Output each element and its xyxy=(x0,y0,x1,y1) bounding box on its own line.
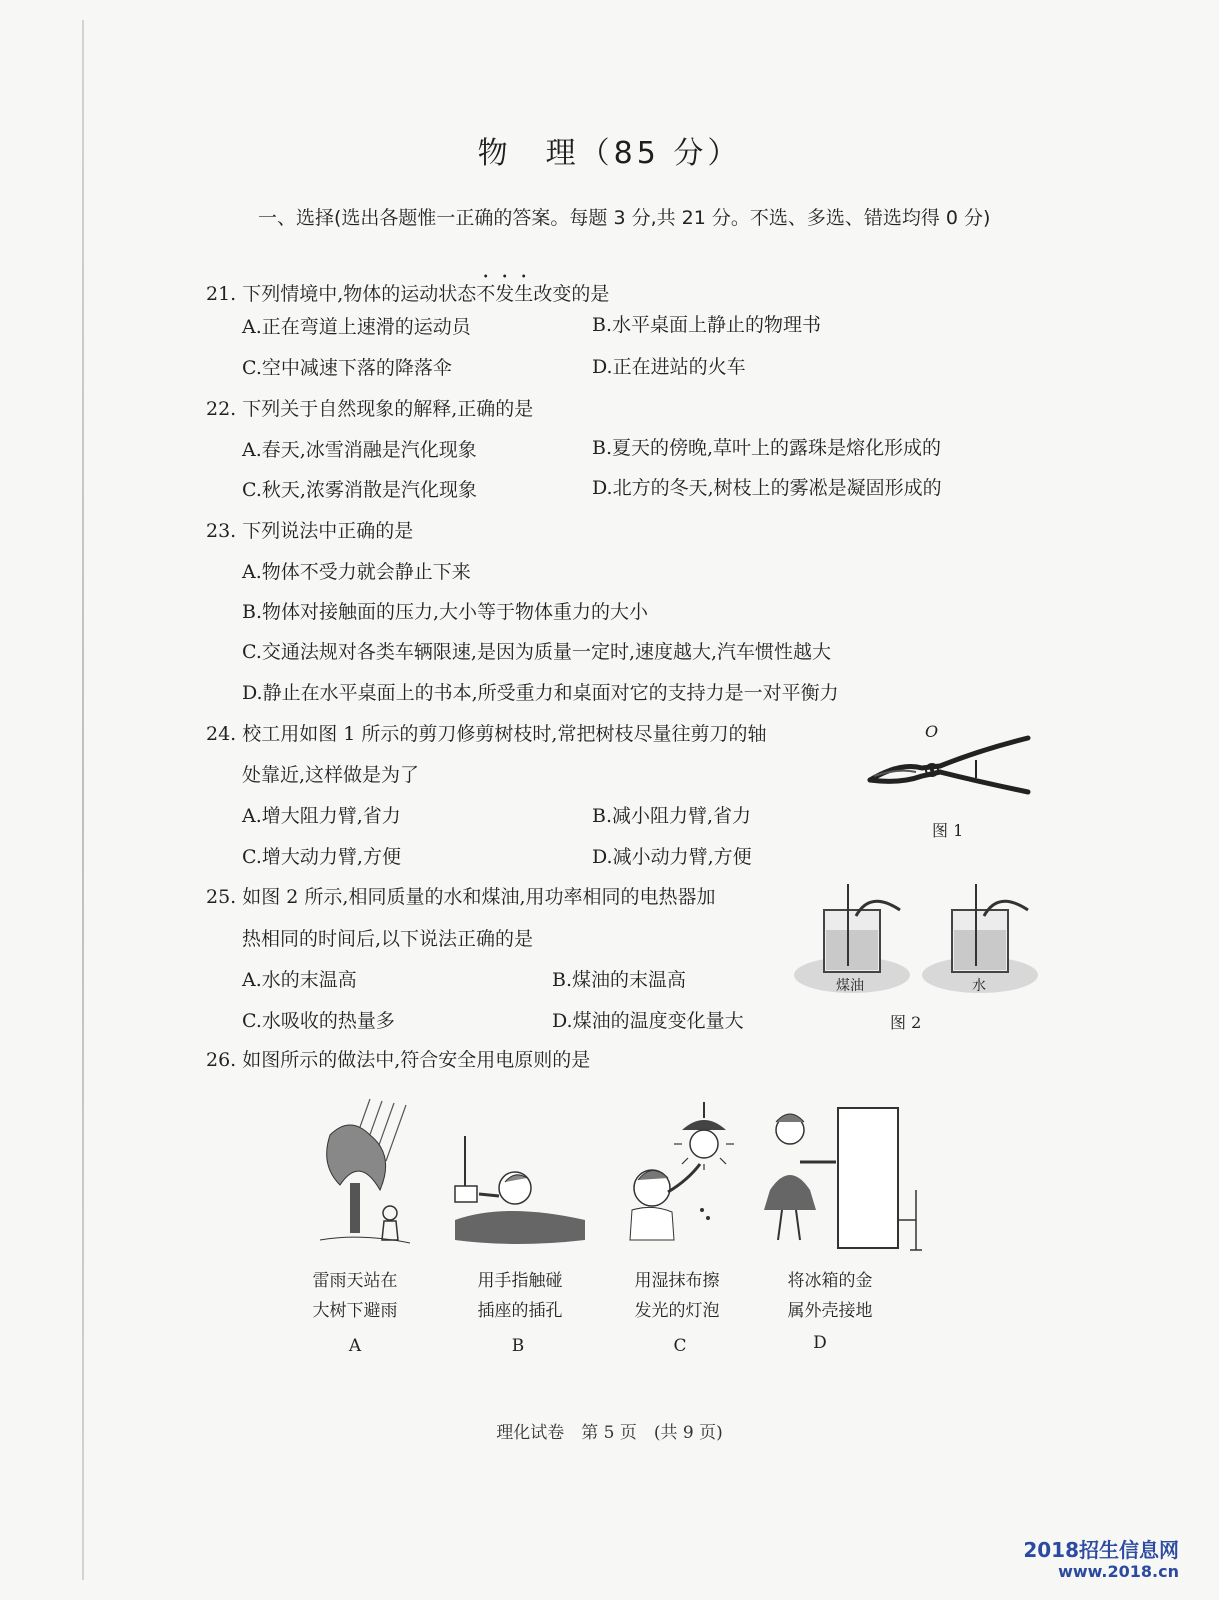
q23-option-b: B.物体对接触面的压力,大小等于物体重力的大小 xyxy=(242,601,649,623)
q25-option-b: B.煤油的末温高 xyxy=(552,969,687,991)
panel-c-caption-line2: 发光的灯泡 xyxy=(634,1301,720,1321)
question-21-stem xyxy=(206,272,609,306)
figure-2-label-kerosene: 煤油 xyxy=(836,978,864,994)
question-22-stem: 22. 下列关于自然现象的解释,正确的是 xyxy=(206,398,534,420)
question-26-stem: 26. 如图所示的做法中,符合安全用电原则的是 xyxy=(206,1049,591,1071)
figure-2-label-water: 水 xyxy=(972,978,986,994)
q21-stem-pre: 21. 下列情境中,物体的运动状态 xyxy=(206,283,477,305)
q24-option-c: C.增大动力臂,方便 xyxy=(242,846,401,868)
figure-2-beakers xyxy=(790,870,1040,1000)
panel-a-letter: A xyxy=(348,1336,362,1356)
watermark-site-name: 2018招生信息网 xyxy=(1023,1538,1179,1562)
figure-2-caption: 图 2 xyxy=(890,1013,922,1032)
q24-option-b: B.减小阻力臂,省力 xyxy=(592,805,752,827)
q21-option-c: C.空中减速下落的降落伞 xyxy=(242,357,452,379)
figure-1-shears xyxy=(860,720,1040,820)
panel-b-illustration xyxy=(445,1130,595,1250)
q22-option-b: B.夏天的傍晚,草叶上的露珠是熔化形成的 xyxy=(592,437,942,459)
question-25-stem-line1: 25. 如图 2 所示,相同质量的水和煤油,用功率相同的电热器加 xyxy=(206,886,716,908)
panel-a-caption xyxy=(280,1266,430,1326)
panel-a-caption-line2: 大树下避雨 xyxy=(312,1301,398,1321)
q21-option-a: A.正在弯道上速滑的运动员 xyxy=(242,316,471,338)
q22-option-a: A.春天,冰雪消融是汽化现象 xyxy=(242,439,477,461)
q25-option-a: A.水的末温高 xyxy=(242,969,357,991)
q21-stem-post: 改变的是 xyxy=(533,283,610,305)
panel-a-caption-line1: 雷雨天站在 xyxy=(312,1271,398,1291)
panel-c-caption-line1: 用湿抹布擦 xyxy=(634,1271,720,1291)
panel-c-letter: C xyxy=(673,1336,687,1356)
panel-b-caption xyxy=(445,1266,595,1326)
q23-option-a: A.物体不受力就会静止下来 xyxy=(242,561,471,583)
figure-1-caption: 图 1 xyxy=(932,821,964,840)
panel-d-letter: D xyxy=(813,1333,827,1353)
q25-option-c: C.水吸收的热量多 xyxy=(242,1010,395,1032)
panel-b-caption-line2: 插座的插孔 xyxy=(477,1301,563,1321)
panel-d-caption xyxy=(755,1266,905,1326)
question-23-stem: 23. 下列说法中正确的是 xyxy=(206,520,414,542)
figure-1-o-label: O xyxy=(925,722,939,741)
q22-option-c: C.秋天,浓雾消散是汽化现象 xyxy=(242,479,477,501)
page-title: 物 理（85 分） xyxy=(477,136,742,171)
panel-b-caption-line1: 用手指触碰 xyxy=(477,1271,563,1291)
fold-line xyxy=(82,20,84,1580)
q24-option-a: A.增大阻力臂,省力 xyxy=(242,805,401,827)
q21-option-d: D.正在进站的火车 xyxy=(592,356,746,378)
q25-option-d: D.煤油的温度变化量大 xyxy=(552,1010,744,1032)
panel-d-caption-line1: 将冰箱的金 xyxy=(787,1271,873,1291)
q21-option-b: B.水平桌面上静止的物理书 xyxy=(592,314,822,336)
panel-d-caption-line2: 属外壳接地 xyxy=(787,1301,873,1321)
q23-option-d: D.静止在水平桌面上的书本,所受重力和桌面对它的支持力是一对平衡力 xyxy=(242,682,839,704)
panel-b-letter: B xyxy=(511,1336,525,1356)
question-25-stem-line2: 热相同的时间后,以下说法正确的是 xyxy=(242,928,534,950)
q22-option-d: D.北方的冬天,树枝上的雾凇是凝固形成的 xyxy=(592,477,942,499)
watermark-site-url: www.2018.cn xyxy=(1058,1562,1179,1581)
page-footer: 理化试卷 第 5 页 (共 9 页) xyxy=(496,1423,723,1443)
q23-option-c: C.交通法规对各类车辆限速,是因为质量一定时,速度越大,汽车惯性越大 xyxy=(242,641,832,663)
panel-a-illustration xyxy=(310,1095,420,1255)
panel-d-illustration xyxy=(760,1100,930,1260)
q24-option-d: D.减小动力臂,方便 xyxy=(592,846,752,868)
question-24-stem-line1: 24. 校工用如图 1 所示的剪刀修剪树枝时,常把树枝尽量往剪刀的轴 xyxy=(206,723,767,745)
panel-c-caption xyxy=(602,1266,752,1326)
section-heading: 一、选择(选出各题惟一正确的答案。每题 3 分,共 21 分。不选、多选、错选均得 0 分) xyxy=(258,207,991,229)
panel-c-illustration xyxy=(612,1100,752,1250)
q21-stem-emph: 不发生 xyxy=(476,283,534,305)
question-24-stem-line2: 处靠近,这样做是为了 xyxy=(242,764,420,786)
